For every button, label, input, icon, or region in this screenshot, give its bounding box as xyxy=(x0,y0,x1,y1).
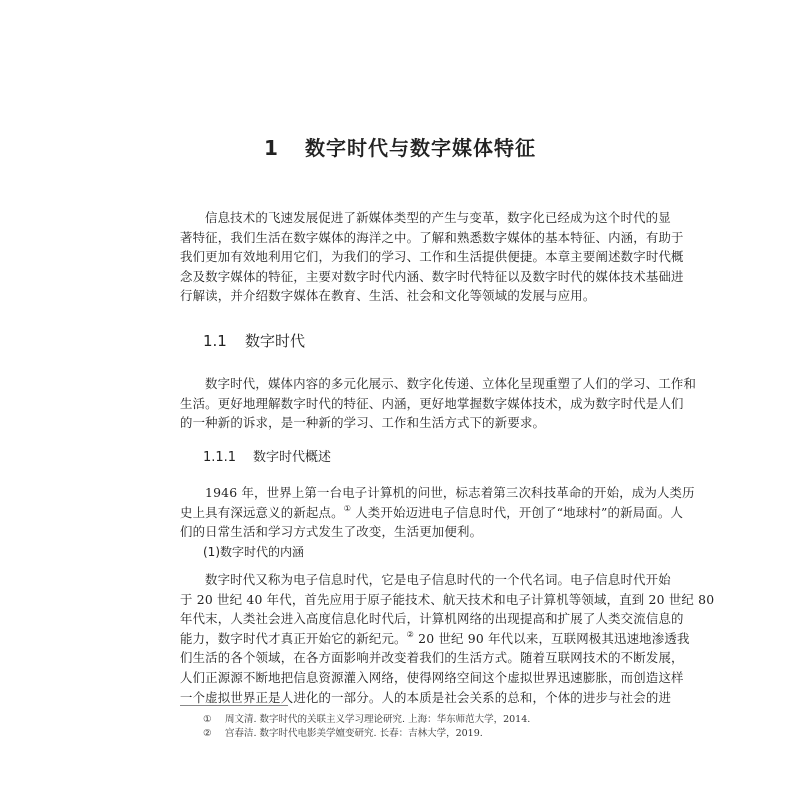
text-line: 一个虚拟世界正是人进化的一部分。人的本质是社会关系的总和，个体的进步与社会的进 xyxy=(180,689,672,705)
text-line: 于 20 世纪 40 年代，首先应用于原子能技术、航天技术和电子计算机等领域，直到 20 世纪 80 xyxy=(180,591,715,607)
footnote-ref[interactable]: ② xyxy=(406,629,415,639)
footnote-ref[interactable]: ① xyxy=(343,503,352,513)
footnote-divider xyxy=(180,705,288,706)
section-number: 1.1 xyxy=(203,332,227,350)
text-line xyxy=(180,503,684,523)
footnote-mark: ① xyxy=(203,714,212,725)
subsection-title: 数字时代概述 xyxy=(253,450,332,465)
text-line: 数字时代又称为电子信息时代，它是电子信息时代的一个代名词。电子信息时代开始 xyxy=(205,572,671,587)
chapter-title-text: 数字时代与数字媒体特征 xyxy=(304,136,536,160)
footnote xyxy=(203,711,530,725)
text-line: 著特征，我们生活在数字媒体的海洋之中。了解和熟悉数字媒体的基本特征、内涵，有助于 xyxy=(180,229,684,245)
footnote-text: 宫春洁. 数字时代电影美学嬗变研究. 长春：吉林大学，2019. xyxy=(225,728,483,739)
text-span: 能力，数字时代才真正开始它的新纪元。 xyxy=(180,630,407,646)
text-span: 人类开始迈进电子信息时代，开创了“地球村”的新局面。人 xyxy=(351,504,684,520)
text-line: 们生活的各个领域，在各方面影响并改变着我们的生活方式。随着互联网技术的不断发展， xyxy=(180,650,684,666)
text-line: 我们更加有效地利用它们，为我们的学习、工作和生活提供便捷。本章主要阐述数字时代概 xyxy=(180,249,684,265)
text-line: 信息技术的飞速发展促进了新媒体类型的产生与变革，数字化已经成为这个时代的显 xyxy=(205,210,671,225)
text-line: 念及数字媒体的特征，主要对数字时代内涵、数字时代特征以及数字时代的媒体技术基础进 xyxy=(180,268,684,284)
text-line: 的一种新的诉求，是一种新的学习、工作和生活方式下的新要求。 xyxy=(180,415,546,431)
text-line: 年代末，人类社会进入高度信息化时代后，计算机网络的出现提高和扩展了人类交流信息的 xyxy=(180,611,684,627)
subsection-paragraph xyxy=(180,483,695,542)
point-heading: (1)数字时代的内涵 xyxy=(203,545,304,559)
intro-paragraph xyxy=(180,208,684,306)
text-line: 1946 年，世界上第一台电子计算机的问世，标志着第三次科技革命的开始，成为人类历 xyxy=(205,485,695,500)
footnote-mark: ② xyxy=(203,728,212,739)
text-line: 数字时代，媒体内容的多元化展示、数字化传递、立体化呈现重塑了人们的学习、工作和 xyxy=(205,376,697,391)
section-title: 数字时代 xyxy=(245,332,306,350)
text-line xyxy=(180,629,690,649)
text-span: 史上具有深远意义的新起点。 xyxy=(180,504,344,520)
text-line: 人们正源源不断地把信息资源灌入网络，使得网络空间这个虚拟世界迅速膨胀，而创造这样 xyxy=(180,669,684,685)
section-heading xyxy=(203,330,305,351)
footnote-text: 周文清. 数字时代的关联主义学习理论研究. 上海：华东师范大学，2014. xyxy=(225,714,531,725)
chapter-number: 1 xyxy=(264,136,279,160)
text-line: 行解读，并介绍数字媒体在教育、生活、社会和文化等领域的发展与应用。 xyxy=(180,288,596,304)
text-line: 生活。更好地理解数字时代的特征、内涵，更好地掌握数字媒体技术，成为数字时代是人们 xyxy=(180,395,684,411)
subsection-heading xyxy=(203,446,331,465)
footnote xyxy=(203,725,483,739)
chapter-title xyxy=(0,132,800,161)
text-span: 20 世纪 90 年代以来，互联网极其迅速地渗透我 xyxy=(414,630,690,646)
section-paragraph xyxy=(180,374,697,433)
point-paragraph xyxy=(180,570,715,707)
text-line: 们的日常生活和学习方式发生了改变，生活更加便利。 xyxy=(180,524,483,540)
subsection-number: 1.1.1 xyxy=(203,450,237,465)
